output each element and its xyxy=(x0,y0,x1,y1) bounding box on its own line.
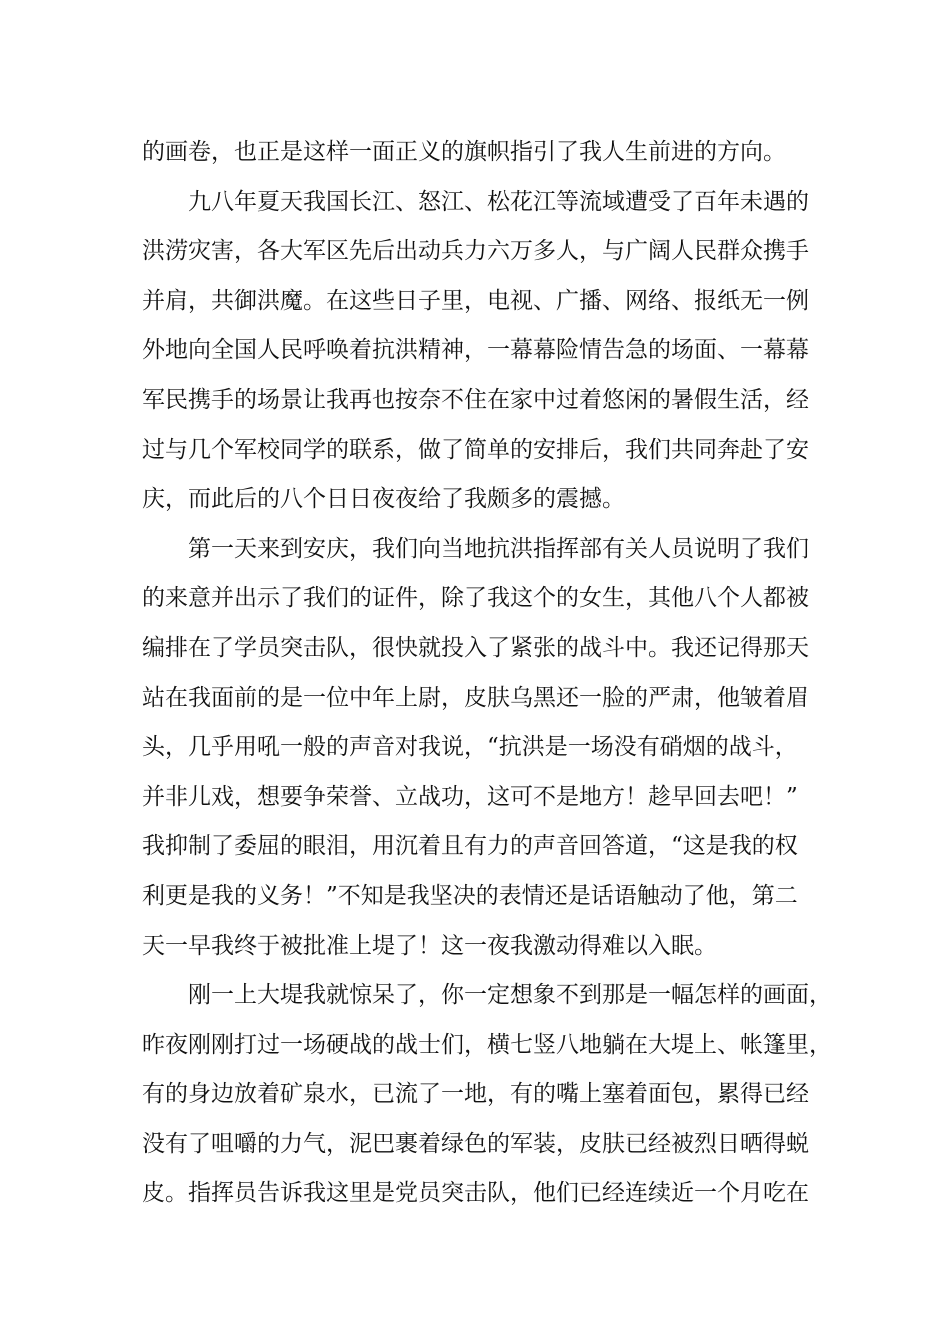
paragraph-first-line: 刚一上大堤我就惊呆了，你一定想象不到那是一幅怎样的画面， xyxy=(188,982,832,1009)
text-line: 我抑制了委屈的眼泪，用沉着且有力的声音回答道，“这是我的权 xyxy=(142,833,798,860)
text-line: 的画卷，也正是这样一面正义的旗帜指引了我人生前进的方向。 xyxy=(142,139,786,165)
text-line: 军民携手的场景让我再也按奈不住在家中过着悠闲的暑假生活，经 xyxy=(142,386,809,413)
text-line: 头，几乎用吼一般的声音对我说，“抗洪是一场没有硝烟的战斗， xyxy=(142,734,798,761)
text-line: 皮。指挥员告诉我这里是党员突击队，他们已经连续近一个月吃在 xyxy=(142,1180,809,1207)
body-text xyxy=(142,128,832,1219)
text-line: 站在我面前的是一位中年上尉，皮肤乌黑还一脸的严肃，他皱着眉 xyxy=(142,684,809,711)
text-line: 并肩，共御洪魔。在这些日子里，电视、广播、网络、报纸无一例 xyxy=(142,287,809,314)
text-line: 昨夜刚刚打过一场硬战的战士们，横七竖八地躺在大堤上、帐篷里， xyxy=(142,1031,832,1058)
text-line: 并非儿戏，想要争荣誉、立战功，这可不是地方！趁早回去吧！” xyxy=(142,783,798,810)
text-line: 的来意并出示了我们的证件，除了我这个的女生，其他八个人都被 xyxy=(142,585,809,612)
text-line: 编排在了学员突击队，很快就投入了紧张的战斗中。我还记得那天 xyxy=(142,634,809,661)
text-line: 洪涝灾害，各大军区先后出动兵力六万多人，与广阔人民群众携手 xyxy=(142,238,809,265)
text-line: 利更是我的义务！”不知是我坚决的表情还是话语触动了他，第二 xyxy=(142,882,798,909)
text-line: 没有了咀嚼的力气，泥巴裹着绿色的军装，皮肤已经被烈日晒得蜕 xyxy=(142,1130,809,1157)
text-line: 有的身边放着矿泉水，已流了一地，有的嘴上塞着面包，累得已经 xyxy=(142,1081,809,1108)
paragraph-first-line: 第一天来到安庆，我们向当地抗洪指挥部有关人员说明了我们 xyxy=(188,535,809,562)
text-line: 天一早我终于被批准上堤了！这一夜我激动得难以入眠。 xyxy=(142,932,717,959)
text-line: 庆，而此后的八个日日夜夜给了我颇多的震撼。 xyxy=(142,486,625,513)
text-line: 过与几个军校同学的联系，做了简单的安排后，我们共同奔赴了安 xyxy=(142,436,809,463)
text-line: 外地向全国人民呼唤着抗洪精神，一幕幕险情告急的场面、一幕幕 xyxy=(142,337,809,364)
paragraph-first-line: 九八年夏天我国长江、怒江、松花江等流域遭受了百年未遇的 xyxy=(188,188,809,215)
